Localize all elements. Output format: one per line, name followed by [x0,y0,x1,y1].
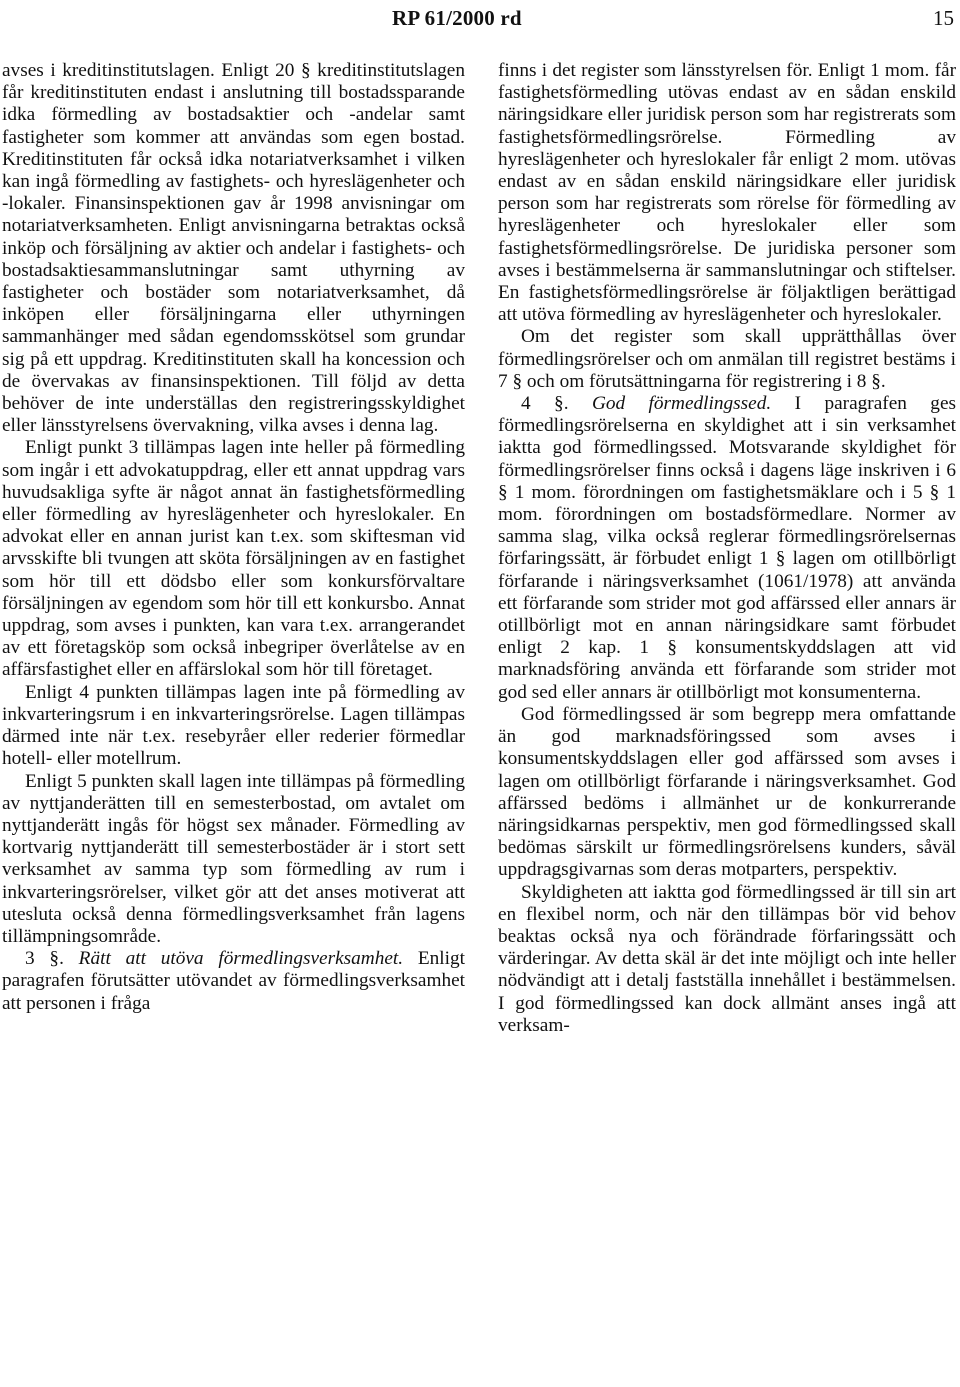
section-paragraph [498,393,956,704]
section-number: 4 §. [521,393,592,415]
section-heading: God förmedlingssed. [591,393,772,415]
paragraph: Enligt 4 punkten tillämpas lagen inte på förmedling av inkvarteringsrum i en inkvarteringsrörelse. Lagen tillämpas därmed inte när t.ex. resebyråer eller rederier förmedlar hotell- eller motellrum. [2,681,465,770]
section-text: I paragrafen ges förmedlingsrörelserna en skyldighet att i sin verksamhet iaktta god förmedlingssed. Motsvarande skyldighet för förmedlingsrörelser finns också i dagens läge inskriven i 6 § 1 mom. förordningen om fastighetsmäklare och i 5 § 1 mom. förordningen om bostadsförmedlare. Normer av samma slag, vilka också reglerar förmedlingsrörelsernas förfaringssätt, är förbudet enligt 1 § lagen om otillbörligt förfarande i näringsverksamhet (1061/1978) att använda ett förfarande som strider mot god affärssed eller annars är otillbörligt mot en annan näringsidkare samt förbudet enligt 2 kap. 1 § konsumentskyddslagen att vid marknadsföring använda ett förfarande som strider mot god sed eller annars är otillbörligt mot konsumenterna. [498,393,957,703]
section-heading: Rätt att utöva förmedlingsverksamhet. [78,948,404,970]
page-header [0,6,960,32]
paragraph: Enligt 5 punkten skall lagen inte tillämpas på förmedling av nyttjanderätten till en semesterbostad, om avtalet om nyttjanderätt ingås för högst sex månader. Förmedling av kortvarig nyttjanderätt till semesterbostäder är i stort sett verksamhet av samma typ som förmedling av rum i inkvarteringsrörelser, vilket gör att det anses motiverat att utesluta också denna förmedlingsverksamhet från lagens tillämpningsområde. [2,770,465,947]
paragraph: finns i det register som länsstyrelsen för. Enligt 1 mom. får fastighetsförmedling utövas endast av en sådan enskild näringsidkare eller juridisk person som har registrerats som fastighetsförmedlingsrörelse. Förmedling av hyreslägenheter och hyreslokaler får enligt 2 mom. utövas endast av en sådan enskild näringsidkare eller juridisk person som har registrerats som rörelse för förmedling av hyreslägenheter och hyreslokaler eller som fastighetsförmedlingsrörelse. De juridiska personer som avses i bestämmelserna är sammanslutningar och stiftelser. En fastighetsförmedlingsrörelse är följaktligen berättigad att utöva förmedling av hyreslägenheter och hyreslokaler. [498,60,956,326]
paragraph: Skyldigheten att iaktta god förmedlingssed är till sin art en flexibel norm, och när den tillämpas bör vid behov beaktas också nya och förändrade förfaringssätt och värderingar. Av detta skäl är det inte möjligt och inte heller nödvändigt att i detalj fastställa innehållet i bestämmelsen. I god förmedlingssed kan dock allmänt anses ingå att verksam- [498,881,956,1036]
section-paragraph [2,948,465,1015]
paragraph: God förmedlingssed är som begrepp mera omfattande än god marknadsföringssed som avses i konsumentskyddslagen eller god affärssed som avses i lagen om otillbörligt förfarande i näringsverksamhet. God affärssed bedöms i allmänhet ur de konkurrerande näringsidkarnas perspektiv, men god förmedlingssed skall bedömas särskilt ur förmedlingsrörelsens kunders, såväl uppdragsgivarnas som deras motparters, perspektiv. [498,703,956,881]
paragraph: avses i kreditinstitutslagen. Enligt 20 § kreditinstitutslagen får kreditinstituten endast i anslutning till bostadssparande idka förmedling av bostadsaktier och -andelar samt fastigheter som kommer att användas som egen bostad. Kreditinstituten får också idka notariatverksamhet i vilken kan ingå förmedling av fastighets- och hyreslägenheter och -lokaler. Finansinspektionen gav år 1998 anvisningar om notariatverksamheten. Enligt anvisningarna betraktas också inköp och försäljning av aktier och andelar i fastighets- och bostadsaktiesammanslutningar samt uthyrning av fastigheter och bostäder som notariatverksamhet, då inköpen eller försäljningarna eller uthyrningen sammanhänger med sådan egendomsskötsel som grundar sig på ett uppdrag. Kreditinstituten skall ha koncession och de övervakas av finansinspektionen. Till följd av detta behöver de inte underställas den registreringsskyldighet eller länsstyrelsens övervakning, vilka avses i denna lag. [2,60,465,437]
page-number: 15 [933,6,954,30]
document-id: RP 61/2000 rd [392,6,522,30]
section-number: 3 §. [25,948,79,970]
paragraph: Om det register som skall upprätthållas över förmedlingsrörelser och om anmälan till registret bestäms i 7 § och om förutsättningarna för registrering i 8 §. [498,326,956,392]
right-column [498,60,956,1037]
left-column [2,60,465,1015]
paragraph: Enligt punkt 3 tillämpas lagen inte heller på förmedling som ingår i ett advokatuppdrag, eller ett annat uppdrag vars huvudsakliga syfte är något annat än fastighetsförmedling eller förmedling av hyreslägenheter och hyreslokaler. En advokat eller en annan jurist kan t.ex. som skiftesman vid arvsskifte bli tvungen att sköta försäljningen av en fastighet som hör till ett dödsbo eller som konkursförvaltare försäljningen av egendom som hör till ett konkursbo. Annat uppdrag, som avses i punkten, kan vara t.ex. arrangerandet av ett företagsköp som också inbegriper överlåtelse av en affärsfastighet eller en affärslokal som hör till företaget. [2,437,465,681]
section-text: Enligt paragrafen förutsätter utövandet av förmedlingsverksamhet att personen i fråga [2,948,466,1014]
